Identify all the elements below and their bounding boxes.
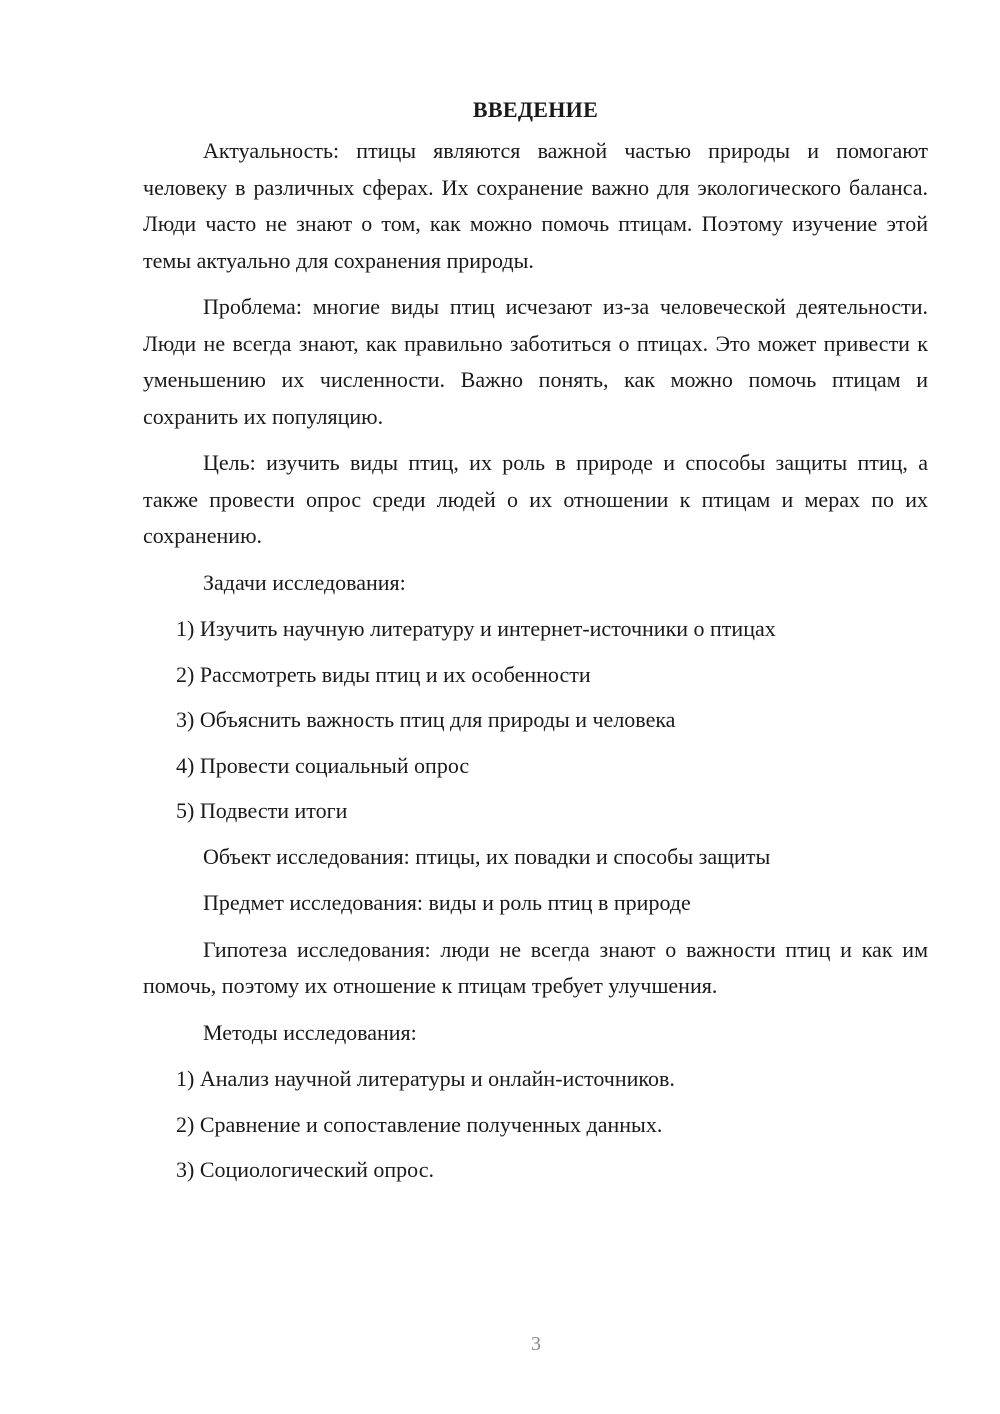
task-item: 4) Провести социальный опрос [176,752,470,778]
task-item: 3) Объяснить важность птиц для природы и человека [176,707,676,732]
document-page [143,95,928,1198]
object-paragraph: Объект исследования: птицы, их повадки и способы защиты [203,843,771,869]
tasks-heading: Задачи исследования: [203,569,406,595]
method-item: 1) Анализ научной литературы и онлайн-источников. [176,1066,675,1091]
method-item: 2) Сравнение и сопоставление полученных данных. [176,1111,663,1137]
method-item: 3) Социологический опрос. [176,1157,434,1182]
page-number: 3 [531,1333,541,1355]
problem-paragraph: Проблема: многие виды птиц исчезают из-за человеческой деятельности. Люди не всегда знают, как правильно заботиться о птицах. Это может привести к уменьшению их численности. Важно понять, как можно помочь птицам и сохранить их популяцию. [143,294,928,429]
task-item: 2) Рассмотреть виды птиц и их особенности [176,661,591,687]
task-item: 1) Изучить научную литературу и интернет-источники о птицах [176,616,776,641]
hypothesis-paragraph: Гипотеза исследования: люди не всегда знают о важности птиц и как им помочь, поэтому их отношение к птицам требует улучшения. [143,936,928,998]
task-item: 5) Подвести итоги [176,798,348,823]
methods-list [143,1061,928,1189]
relevance-paragraph: Актуальность: птицы являются важной частью природы и помогают человеку в различных сферах. Их сохранение важно для экологического баланса. Люди часто не знают о том, как можно помочь птицам. Поэтому изучение этой темы актуально для сохранения природы. [143,138,928,273]
goal-paragraph: Цель: изучить виды птиц, их роль в природе и способы защиты птиц, а также провести опрос среди людей о их отношении к птицам и мерах по их сохранению. [143,450,928,548]
section-title: ВВЕДЕНИЕ [472,97,599,122]
methods-heading: Методы исследования: [203,1019,417,1045]
tasks-list [143,611,928,830]
subject-paragraph: Предмет исследования: виды и роль птиц в природе [203,890,691,915]
